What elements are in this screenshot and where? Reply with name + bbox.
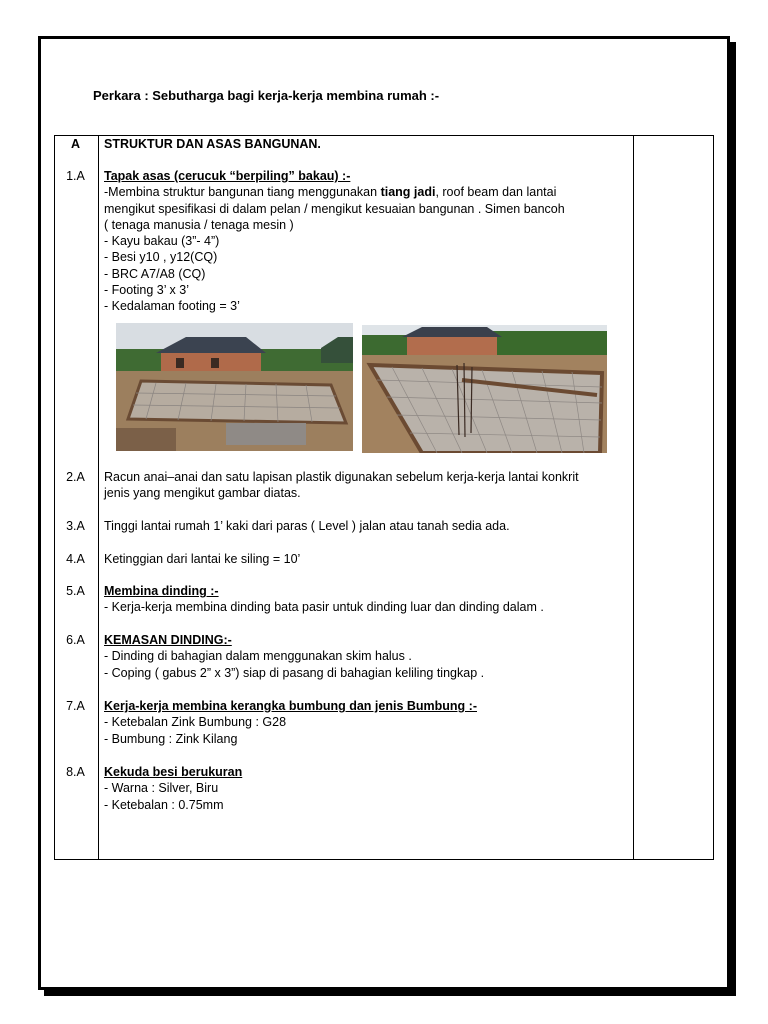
item-3a: [104, 518, 624, 534]
item-2a: [104, 469, 624, 502]
item-line: -Membina struktur bangunan tiang menggunakan tiang jadi, roof beam dan lantai: [104, 185, 557, 200]
item-code: 5.A: [66, 584, 85, 598]
item-line: - Dinding di bahagian dalam menggunakan skim halus .: [104, 649, 412, 664]
foundation-photo-2-image: [362, 325, 607, 453]
table-divider: [98, 136, 99, 859]
item-code: 3.A: [66, 519, 85, 533]
item-code: 8.A: [66, 765, 85, 779]
item-line: - Warna : Silver, Biru: [104, 781, 219, 796]
item-5a: [104, 583, 624, 616]
item-line: - Bumbung : Zink Kilang: [104, 731, 238, 746]
item-line: ( tenaga manusia / tenaga mesin ): [104, 217, 294, 232]
section-heading: STRUKTUR DAN ASAS BANGUNAN.: [104, 137, 321, 151]
item-line: - Kayu bakau (3”- 4”): [104, 234, 220, 249]
item-heading: Tapak asas (cerucuk “berpiling” bakau) :-: [104, 169, 351, 183]
foundation-photo-2: [362, 325, 607, 453]
item-line: Racun anai–anai dan satu lapisan plastik digunakan sebelum kerja-kerja lantai konkrit: [104, 470, 579, 484]
item-1a: [104, 168, 624, 315]
item-heading: Membina dinding :-: [104, 584, 219, 598]
item-code: 4.A: [66, 552, 85, 566]
foundation-photo-1: [116, 323, 353, 451]
item-line: - BRC A7/A8 (CQ): [104, 266, 206, 281]
item-4a: [104, 551, 624, 567]
foundation-photo-1-image: [116, 323, 353, 451]
item-code: 6.A: [66, 633, 85, 647]
item-line: Tinggi lantai rumah 1’ kaki dari paras ( Level ) jalan atau tanah sedia ada.: [104, 519, 510, 533]
table-divider: [633, 136, 634, 859]
item-heading: Kerja-kerja membina kerangka bumbung dan jenis Bumbung :-: [104, 699, 477, 713]
item-line: Ketinggian dari lantai ke siling = 10’: [104, 552, 301, 566]
item-line: mengikut spesifikasi di dalam pelan / mengikut kesuaian bangunan . Simen bancoh: [104, 201, 565, 216]
item-line: - Kerja-kerja membina dinding bata pasir untuk dinding luar dan dinding dalam .: [104, 600, 544, 615]
item-line: - Ketebalan Zink Bumbung : G28: [104, 715, 287, 730]
item-6a: [104, 632, 624, 681]
document-title: Perkara : Sebutharga bagi kerja-kerja membina rumah :-: [93, 88, 440, 103]
item-7a: [104, 698, 624, 747]
item-line: - Coping ( gabus 2” x 3”) siap di pasang di bahagian keliling tingkap .: [104, 665, 485, 680]
item-code: 1.A: [66, 169, 85, 183]
item-code: 7.A: [66, 699, 85, 713]
section-code: A: [70, 137, 81, 151]
item-heading: KEMASAN DINDING:-: [104, 633, 232, 647]
item-line: - Besi y10 , y12(CQ): [104, 250, 218, 265]
item-code: 2.A: [66, 470, 85, 484]
item-line: - Ketebalan : 0.75mm: [104, 797, 224, 812]
item-heading: Kekuda besi berukuran: [104, 765, 243, 779]
item-8a: [104, 764, 624, 813]
item-line: - Kedalaman footing = 3’: [104, 299, 240, 314]
item-line: jenis yang mengikut gambar diatas.: [104, 486, 301, 501]
item-line: - Footing 3’ x 3’: [104, 283, 189, 298]
